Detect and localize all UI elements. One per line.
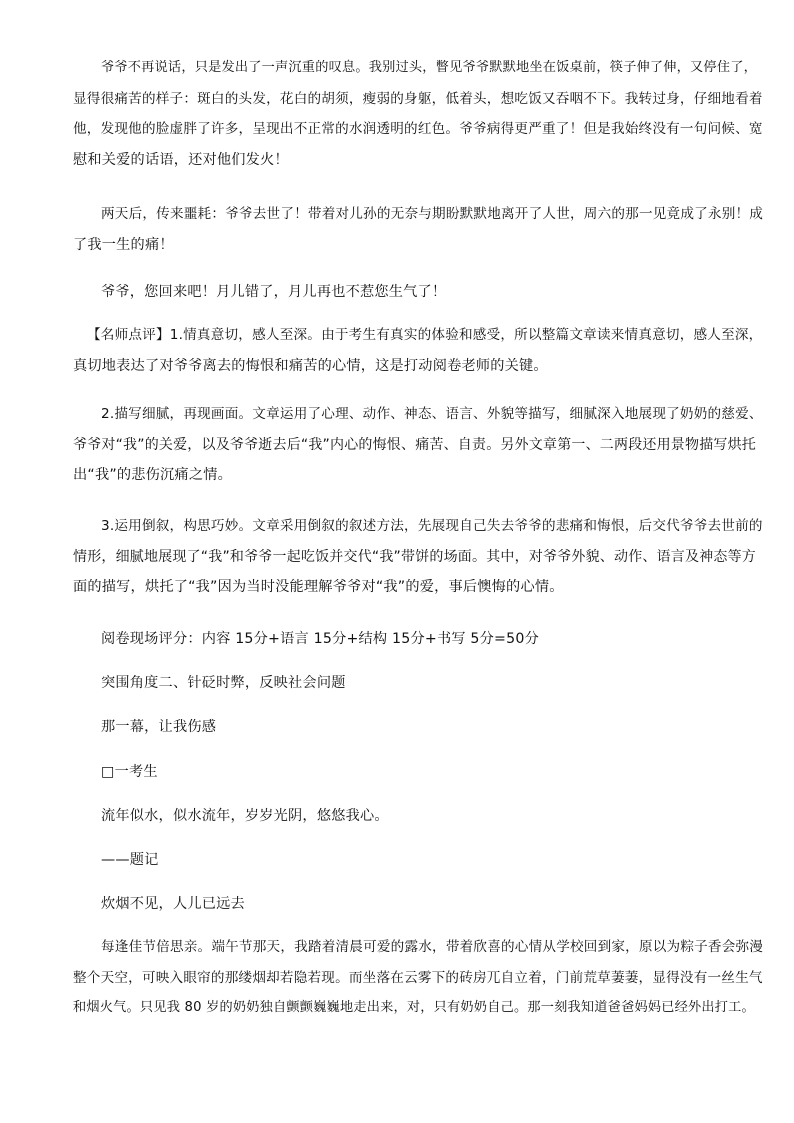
text-line: 那一幕，让我伤感 xyxy=(101,719,217,735)
text-line: 2.描写细腻，再现画面。文章运用了心理、动作、神态、语言、外貌等描写，细腻深入地展现了奶奶的慈爱、 xyxy=(101,406,763,422)
text-line: 出“我”的悲伤沉痛之情。 xyxy=(73,467,232,483)
text-line: 整个天空，可映入眼帘的那缕烟却若隐若现。而坐落在云雾下的砖房兀自立着，门前荒草萋萋，显得没有一丝生气 xyxy=(73,969,763,986)
section-heading xyxy=(73,671,763,696)
paragraph-teacher-review-1 xyxy=(73,323,763,378)
text-line: 流年似水，似水流年，岁岁光阴，悠悠我心。 xyxy=(101,808,389,824)
text-line: 面的描写，烘托了“我”因为当时没能理解爷爷对“我”的爱，事后懊悔的心情。 xyxy=(73,579,564,595)
epigraph xyxy=(73,804,763,829)
paragraph-come-back xyxy=(73,280,763,305)
paragraph-dragon-boat xyxy=(73,935,763,1021)
text-line: 阅卷现场评分：内容 15分+语言 15分+结构 15分+书写 5分=50分 xyxy=(101,631,539,647)
text-line: 3.运用倒叙，构思巧妙。文章采用倒叙的叙述方法，先展现自己失去爷爷的悲痛和悔恨，后交代爷爷去世前的 xyxy=(101,518,763,534)
epigraph-label xyxy=(73,848,763,873)
text-line: 真切地表达了对爷爷离去的悔恨和痛苦的心情，这是打动阅卷老师的关键。 xyxy=(73,357,548,374)
text-line: 慰和关爱的话语，还对他们发火！ xyxy=(73,151,289,168)
text-line: 【名师点评】1.情真意切，感人至深。由于考生有真实的体验和感受，所以整篇文章读来情真意切，感人至深， xyxy=(87,327,763,343)
text-line: 了我一生的痛！ xyxy=(73,236,174,253)
text-line: 情形，细腻地展现了“我”和爷爷一起吃饭并交代“我”带饼的场面。其中，对爷爷外貌、动作、语言及神态等方 xyxy=(73,548,757,565)
text-line: 每逢佳节倍思亲。端午节那天，我踏着清晨可爱的露水，带着欣喜的心情从学校回到家，原以为粽子香会弥漫 xyxy=(101,939,764,955)
text-line: 显得很痛苦的样子：斑白的头发，花白的胡须，瘦弱的身躯，低着头，想吃饭又吞咽不下。我转过身，仔细地看着 xyxy=(73,90,763,107)
paragraph-teacher-review-2 xyxy=(73,402,763,488)
text-line: 两天后，传来噩耗：爷爷去世了！带着对儿孙的无奈与期盼默默地离开了人世，周六的那一见竟成了永别！成 xyxy=(101,206,764,222)
text-line: 突围角度二、针砭时弊，反映社会问题 xyxy=(101,675,346,691)
paragraph-teacher-review-3 xyxy=(73,514,763,600)
paragraph-sad-news xyxy=(73,202,763,257)
text-line: □一考生 xyxy=(101,764,158,780)
text-line: 他，发现他的脸虚胖了许多，呈现出不正常的水润透明的红色。爷爷病得更严重了！但是我始终没有一句问候、宽 xyxy=(73,121,763,137)
paragraph-grandpa-sigh xyxy=(73,56,763,172)
subheading xyxy=(73,892,763,917)
text-line: 和烟火气。只见我 80 岁的奶奶独自颤颤巍巍地走出来，对，只有奶奶自己。那一刻我知道爸爸妈妈已经外出打工。 xyxy=(73,1000,755,1015)
text-line: 爷爷对“我”的关爱，以及爷爷逝去后“我”内心的悔恨、痛苦、自责。另外文章第一、二两段还用景物描写烘托 xyxy=(73,436,757,453)
essay-title xyxy=(73,715,763,740)
essay-author xyxy=(73,760,763,785)
text-line: ——题记 xyxy=(101,852,159,868)
scoring-line xyxy=(73,627,763,652)
text-line: 炊烟不见，人儿已远去 xyxy=(101,896,245,912)
text-line: 爷爷，您回来吧！月儿错了，月儿再也不惹您生气了！ xyxy=(101,284,447,300)
text-line: 爷爷不再说话，只是发出了一声沉重的叹息。我别过头，瞥见爷爷默默地坐在饭桌前，筷子伸了伸，又停住了， xyxy=(101,60,757,75)
